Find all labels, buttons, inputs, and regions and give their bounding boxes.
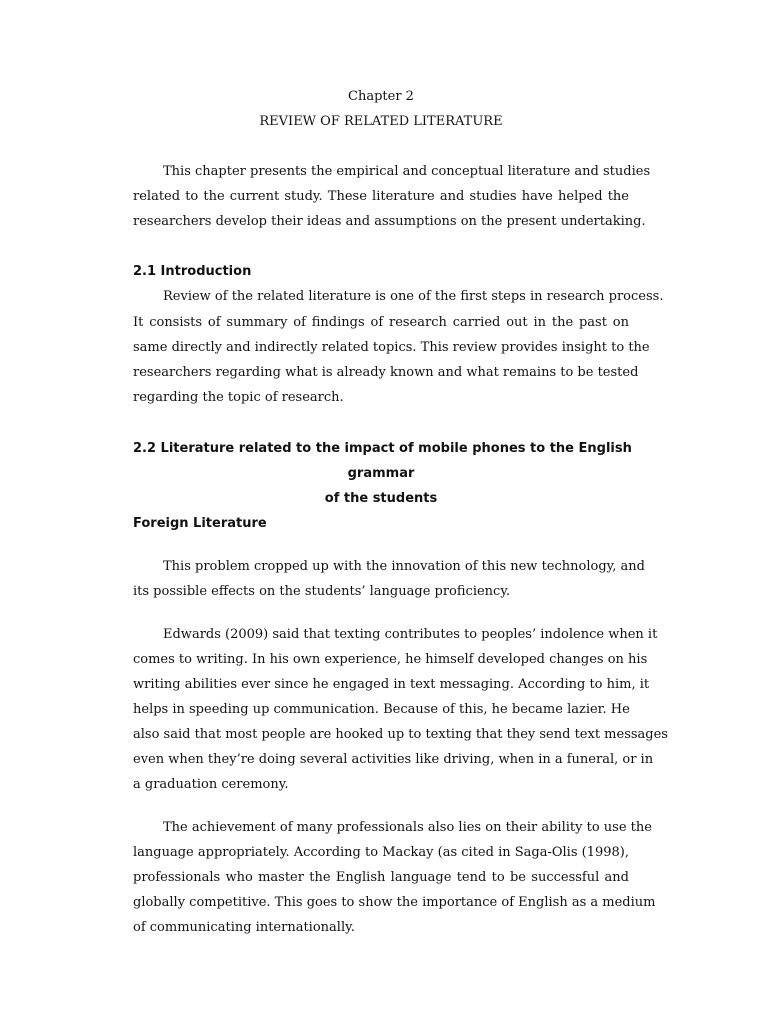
section-2-1-line: regarding the topic of research.: [133, 390, 344, 405]
paragraph-line: globally competitive. This goes to show the importance of English as a medium: [133, 895, 656, 910]
paragraph-line: This problem cropped up with the innovation of this new technology, and: [163, 559, 645, 574]
paragraph-line: language appropriately. According to Mackay (as cited in Saga-Olis (1998),: [133, 845, 629, 860]
paragraph-line: professionals who master the English language tend to be successful and: [133, 870, 629, 885]
paragraph-line: of communicating internationally.: [133, 920, 355, 935]
section-2-2-heading: of the students: [324, 491, 438, 506]
chapter-label: Chapter 2: [348, 89, 414, 104]
section-2-1-line: researchers regarding what is already known and what remains to be tested: [133, 365, 639, 380]
section-2-1-line: same directly and indirectly related topics. This review provides insight to the: [133, 340, 650, 355]
section-2-1-line: Review of the related literature is one of the first steps in research process.: [163, 289, 664, 304]
paragraph-line: comes to writing. In his own experience, he himself developed changes on his: [133, 652, 648, 667]
paragraph-line: even when they’re doing several activities like driving, when in a funeral, or in: [133, 752, 654, 767]
section-2-1-line: It consists of summary of findings of research carried out in the past on: [133, 315, 629, 330]
paragraph-line: a graduation ceremony.: [133, 777, 289, 792]
paragraph-line: writing abilities ever since he engaged in text messaging. According to him, it: [133, 677, 650, 692]
paragraph-line: its possible effects on the students’ language proficiency.: [133, 584, 511, 599]
section-2-1-heading: 2.1 Introduction: [133, 264, 252, 279]
paragraph-line: helps in speeding up communication. Because of this, he became lazier. He: [133, 702, 630, 717]
section-2-2-heading: grammar: [347, 466, 415, 481]
chapter-title: REVIEW OF RELATED LITERATURE: [259, 114, 503, 129]
paragraph-line: Edwards (2009) said that texting contributes to peoples’ indolence when it: [163, 627, 658, 642]
foreign-literature-subheading: Foreign Literature: [133, 516, 267, 531]
intro-line: related to the current study. These literature and studies have helped the: [133, 189, 629, 204]
paragraph-line: also said that most people are hooked up to texting that they send text messages: [133, 727, 668, 742]
paragraph-line: The achievement of many professionals also lies on their ability to use the: [163, 820, 652, 835]
intro-line: researchers develop their ideas and assumptions on the present undertaking.: [133, 214, 646, 229]
section-2-2-heading: 2.2 Literature related to the impact of mobile phones to the English: [133, 441, 632, 456]
intro-line: This chapter presents the empirical and conceptual literature and studies: [163, 164, 651, 179]
